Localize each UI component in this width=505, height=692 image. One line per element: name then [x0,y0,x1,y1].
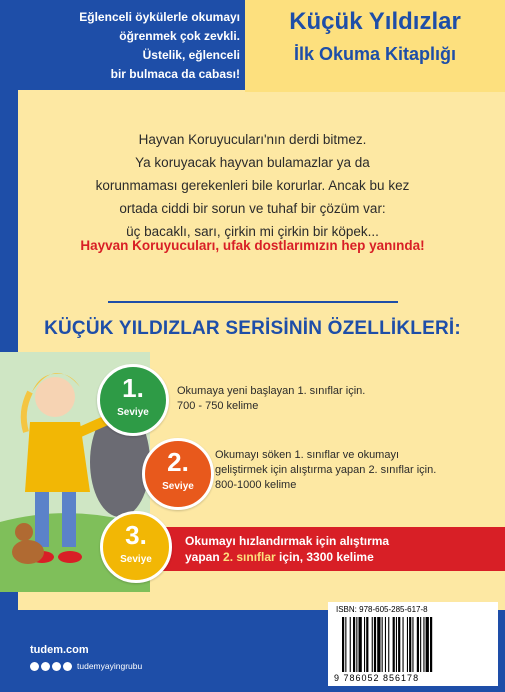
blurb-line: üç bacaklı, sarı, çirkin mi çirkin bir köpek... [126,224,379,239]
level-2-word: Seviye [162,481,194,492]
level-2-description [215,448,436,493]
level-1-line: Okumaya yeni başlayan 1. sınıflar için. [177,385,366,397]
level-1-line: 700 - 750 kelime [177,400,259,412]
intro-line: öğrenmek çok zevkli. [119,29,240,43]
level-2-number: 2. [167,447,189,477]
level-2-line: 800-1000 kelime [215,479,297,491]
features-title: KÜÇÜK YILDIZLAR SERİSİNİN ÖZELLİKLERİ: [44,318,461,339]
book-blurb [50,128,455,243]
level-2-line: geliştirmek için alıştırma yapan 2. sınıflar için. [215,464,437,476]
level-3-line [185,549,389,565]
barcode-digits: 9 786052 856178 [334,673,420,683]
level-3-description [185,533,389,565]
tagline: Hayvan Koruyucuları, ufak dostlarımızın hep yanında! [80,238,425,253]
social-links [30,661,142,671]
blurb-line: korunmaması gerekenleri bile korurlar. Ancak bu kez [95,178,410,193]
level-1-word: Seviye [117,407,149,418]
level-3-text: için, 3300 kelime [275,550,374,564]
blurb-line: ortada ciddi bir sorun ve tuhaf bir çözüm var: [119,201,386,216]
instagram-icon[interactable] [52,662,61,671]
divider-line [108,301,398,303]
level-3-line: Okumayı hızlandırmak için alıştırma [185,534,390,548]
blurb-line: Ya koruyacak hayvan bulamazlar ya da [135,155,370,170]
blurb-line: Hayvan Koruyucuları'nın derdi bitmez. [138,132,367,147]
series-banner [245,0,505,92]
level-2-line: Okumayı söken 1. sınıflar ve okumayı [215,449,400,461]
level-1-number: 1. [122,373,144,403]
intro-line: Üstelik, eğlenceli [142,48,240,62]
level-2-badge [142,438,214,510]
facebook-icon[interactable] [30,662,39,671]
barcode-icon [338,617,488,672]
intro-text [30,8,240,84]
intro-line: Eğlenceli öykülerle okumayı [79,10,240,24]
level-3-badge [100,511,172,583]
social-handle: tudemyayingrubu [77,661,143,671]
level-1-badge [97,364,169,436]
intro-line: bir bulmaca da cabası! [110,67,240,81]
level-3-number: 3. [125,520,147,550]
level-1-description [177,384,365,414]
twitter-icon[interactable] [41,662,50,671]
youtube-icon[interactable] [63,662,72,671]
isbn-label: ISBN: 978-605-285-617-8 [336,605,428,614]
publisher-url[interactable]: tudem.com [30,644,89,656]
isbn-barcode-block [328,602,498,686]
level-3-text: yapan [185,550,224,564]
series-title: Küçük Yıldızlar [289,8,461,35]
level-3-word: Seviye [120,554,152,565]
level-3-highlight: 2. sınıflar [223,550,276,564]
series-subtitle: İlk Okuma Kitaplığı [293,44,457,64]
